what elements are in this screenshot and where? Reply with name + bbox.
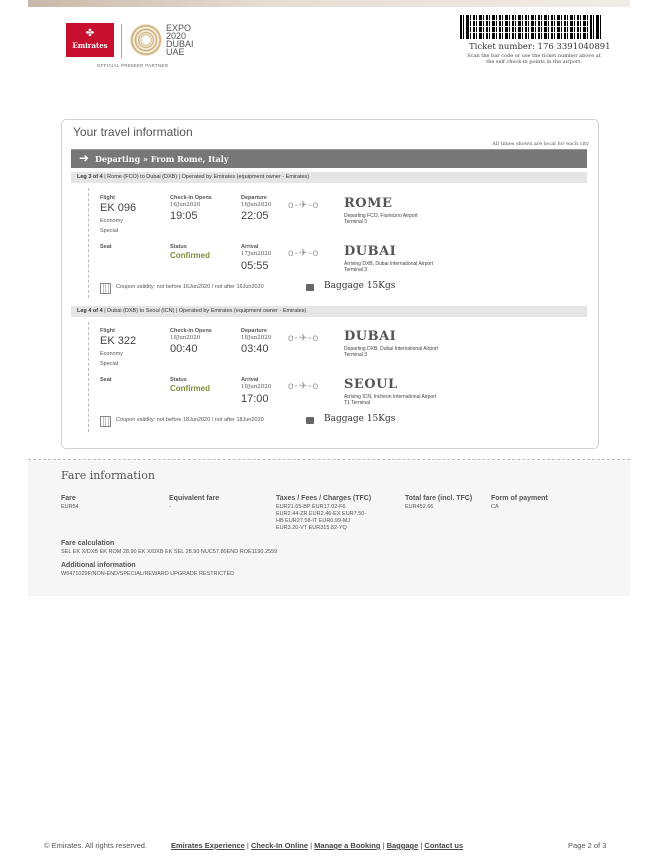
leg-header: Leg 3 of 4 | Rome (FCO) to Dubai (DXB) | Operated by Emirates (equipment owner - Emirates) [71,172,587,183]
copyright: © Emirates. All rights reserved. [44,841,148,850]
panel-title: Your travel information [73,125,193,139]
calendar-icon [100,416,111,427]
fare-type: Special [100,361,119,367]
payment-value: CA [491,504,499,510]
flight-label: Flight [100,195,115,201]
footer-link-baggage[interactable]: Baggage [386,841,419,850]
plane-route-icon: o-✈-o [288,333,320,344]
status-label: Status [170,377,187,383]
checkin-label: Check-in Opens [170,328,212,334]
calendar-icon [100,283,111,294]
equiv-fare-value: - [169,504,171,510]
arrival-label: Arrival [241,377,259,383]
departure-date: 16Jun2020 [241,202,272,208]
cabin-class: Economy [100,218,123,224]
equiv-fare-label: Equivalent fare [169,495,220,502]
section-divider [28,459,630,460]
plane-route-icon: o-✈-o [288,381,320,392]
fare-information-section [28,461,630,596]
baggage-icon [306,284,314,291]
leg-divider [88,188,89,298]
top-decor-bar [28,0,630,7]
flight-number: EK 096 [100,202,137,214]
checkin-date: 16Jun2020 [170,202,201,208]
expo-logo-text: EXPO 2020 DUBAI UAE [166,23,194,57]
leg-divider [88,322,89,432]
taxes-value: EUR21.65-BP EUR17.02-F6 EUR2.44-ZR EUR2.46-EX EUR7.50- HB EUR27.58-IT EUR0.99-MJ EUR3.20-VT EUR315.82-YQ [276,504,367,531]
from-airport: Departing DXB, Dubai International Airport Terminal 3 [344,346,438,358]
flight-number: EK 322 [100,335,137,347]
arrival-time: 17:00 [241,393,269,405]
seat-label: Seat [100,244,112,250]
to-airport: Arriving DXB, Dubai International Airport Terminal 3 [344,261,434,273]
from-airport: Departing FCO, Fiumicino Airport Terminal 3 [344,213,418,225]
arrival-time: 05:55 [241,260,269,272]
plane-route-icon: o-✈-o [288,200,320,211]
baggage-allowance: Baggage 15Kgs [324,414,396,424]
status-value: Confirmed [170,251,210,260]
fare-title: Fare information [61,469,155,482]
fare-value: EUR54 [61,504,79,510]
total-fare-value: EUR452.66 [405,504,434,510]
departure-date: 18Jun2020 [241,335,272,341]
logo-divider [121,24,122,58]
checkin-time: 19:05 [170,210,198,222]
from-city: DUBAI [344,329,397,344]
coupon-validity: Coupon validity: not before 16Jun2020 / not after 16Jun2020 [116,284,264,290]
leg-header: Leg 4 of 4 | Dubai (DXB) to Seoul (ICN) | Operated by Emirates (equipment owner - Emirates) [71,306,587,317]
to-city: SEOUL [344,377,398,392]
checkin-date: 18Jun2020 [170,335,201,341]
arrival-date: 17Jun2020 [241,251,272,257]
flight-label: Flight [100,328,115,334]
taxes-label: Taxes / Fees / Charges (TFC) [276,495,372,502]
checkin-label: Check-in Opens [170,195,212,201]
checkin-time: 00:40 [170,343,198,355]
departing-text: Departing » From Rome, Italy [95,154,229,164]
page-number: Page 2 of 3 [568,841,607,850]
ticket-number: Ticket number: 176 3391040891 [469,42,611,52]
baggage-icon [306,417,314,424]
seat-label: Seat [100,377,112,383]
partner-text: OFFICIAL PREMIER PARTNER [97,63,169,68]
ticket-barcode [460,15,602,39]
emirates-logo-text: Emirates [72,41,108,50]
footer-link-experience[interactable]: Emirates Experience [171,841,245,850]
additional-info-value: W6471029F/NON-END/SPECIAL/REWARD UPGRADE RESTRICTED [61,571,235,577]
departing-bar [71,149,587,168]
fare-calc-value: SEL EK X/DXB EK ROM 28.90 EK X/DXB EK SEL 28.90 NUC57.80END ROE1190.2559 [61,549,278,555]
arrival-label: Arrival [241,244,259,250]
expo-2020-logo [130,24,162,56]
travel-info-panel [61,119,599,449]
fare-calc-label: Fare calculation [61,540,115,547]
departure-label: Departure [241,195,267,201]
status-value: Confirmed [170,384,210,393]
payment-label: Form of payment [491,495,548,502]
plane-route-icon: o-✈-o [288,248,320,259]
scan-note: Scan the bar code or use the ticket number above at the self check-in points in the airport. [467,53,601,65]
from-city: ROME [344,196,393,211]
total-fare-label: Total fare (incl. TFC) [405,495,473,502]
times-note: All times shown are local for each city [492,141,589,147]
emirates-logo: ✤ Emirates [66,23,114,57]
to-city: DUBAI [344,244,397,259]
baggage-allowance: Baggage 15Kgs [324,281,396,291]
arrow-right-icon: ➜ [79,151,90,165]
footer-link-manage-booking[interactable]: Manage a Booking [314,841,381,850]
additional-info-label: Additional information [61,562,136,569]
footer-link-checkin[interactable]: Check-In Online [250,841,309,850]
departure-time: 03:40 [241,343,269,355]
fare-type: Special [100,228,119,234]
footer-link-contact[interactable]: Contact us [424,841,464,850]
fare-label: Fare [61,495,76,502]
status-label: Status [170,244,187,250]
departure-label: Departure [241,328,267,334]
arrival-date: 18Jun2020 [241,384,272,390]
to-airport: Arriving ICN, Incheon International Airport T1 Terminal [344,394,437,406]
footer-links: Emirates Experience | Check-In Online | Manage a Booking | Baggage | Contact us [171,841,464,850]
departure-time: 22:05 [241,210,269,222]
cabin-class: Economy [100,351,123,357]
coupon-validity: Coupon validity: not before 18Jun2020 / not after 18Jun2020 [116,417,264,423]
